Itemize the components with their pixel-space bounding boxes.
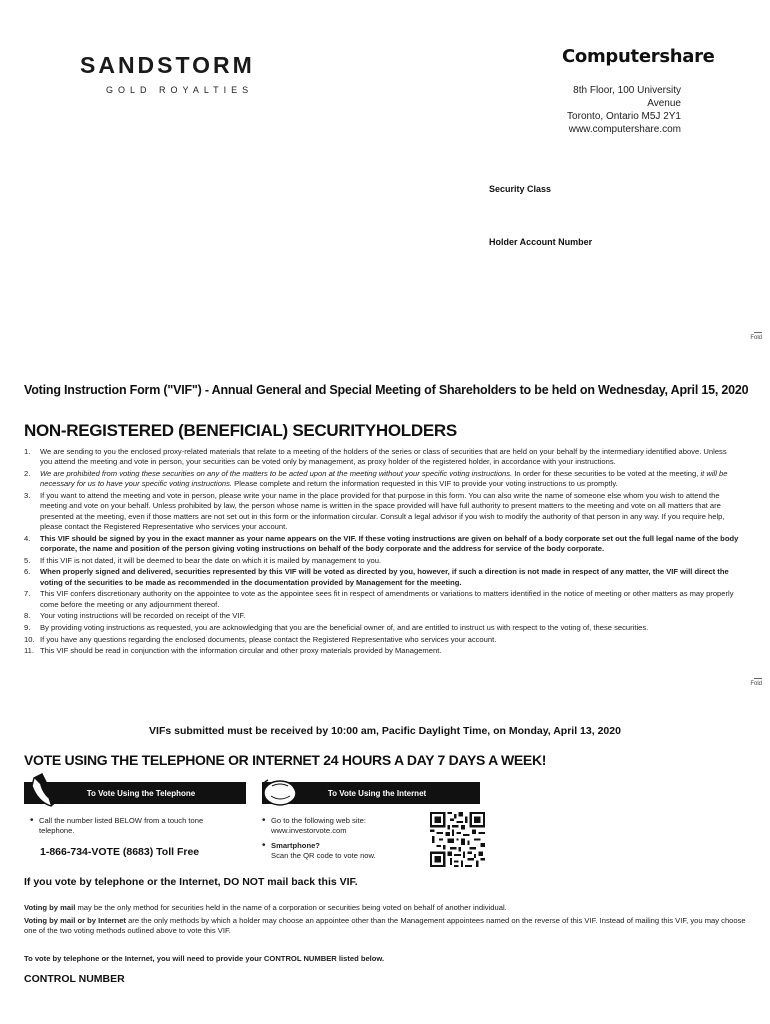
computershare-logo: Computershare (562, 46, 715, 67)
smartphone-instruction: • Smartphone? Scan the QR code to vote now. (262, 840, 376, 860)
phone-hand-icon (28, 772, 60, 810)
qr-code-icon[interactable] (430, 812, 485, 867)
holder-account-number-label: Holder Account Number (489, 237, 593, 247)
address-line-3: www.computershare.com (568, 124, 681, 135)
list-item: 10. If you have any questions regarding the enclosed documents, please contact the Registered Representative who services your account. (24, 634, 497, 644)
list-item: 9. By providing voting instructions as requested, you are acknowledging that you are the beneficial owner of, and are entitled to instruct us with respect to the voting of, these securities. (24, 623, 649, 632)
no-mail-notice: If you vote by telephone or the Internet, DO NOT mail back this VIF. (24, 876, 358, 888)
address-line-1: 8th Floor, 100 University Avenue (573, 85, 681, 109)
telephone-bar-label: To Vote Using the Telephone (86, 788, 196, 798)
list-item: 4. This VIF should be signed by you in the exact manner as your name appears on the VIF. If these voting instructions are given on behalf of a body corporate set out the full legal name of the body corporate, the name and position of the person giving voting instructions on behalf of the body corporate and the address for service of the body corporate. (24, 533, 739, 554)
internet-instruction: • Go to the following web site: www.investorvote.com (262, 815, 366, 835)
fold-mark-top (742, 332, 762, 341)
list-item: 7. This VIF confers discretionary authority on the appointee to vote as the appointee sees fit in respect of amendments or variations to matters identified in the notice of meeting or other matters as may properly come before the meeting or any adjournment thereof. (24, 589, 734, 609)
computershare-address (548, 84, 681, 136)
list-item: 11. This VIF should be read in conjunction with the information circular and other proxy materials provided by Management. (24, 646, 442, 656)
instructions-list (24, 447, 740, 658)
list-item: 1. We are sending to you the enclosed proxy-related materials that relate to a meeting of the holders of the series or class of securities that are held on your behalf by the intermediary identified above. Unless you attend the meeting and vote in person, your securities can be voted only by management, as proxy holder of the registered holder, in accordance with your instructions. (24, 447, 727, 467)
form-title: Voting Instruction Form ("VIF") - Annual General and Special Meeting of Shareholders to be held on Wednesday, April 15, 2020 (24, 383, 749, 397)
submission-deadline: VIFs submitted must be received by 10:00 am, Pacific Daylight Time, on Monday, April 13, 2020 (149, 725, 621, 737)
list-item: 5. If this VIF is not dated, it will be deemed to bear the date on which it is mailed by management to you. (24, 555, 382, 565)
control-number-note: To vote by telephone or the Internet, you will need to provide your CONTROL NUMBER listed below. (24, 954, 385, 963)
website-link[interactable]: www.investorvote.com (271, 826, 347, 835)
fold-label: Fold (750, 335, 762, 341)
telephone-instruction: • Call the number listed BELOW from a touch tone telephone. (30, 815, 204, 835)
fold-mark-bottom (742, 678, 762, 687)
mouse-hand-icon (258, 776, 300, 810)
appointee-note: Voting by mail or by Internet are the only methods by which a holder may choose an appointee other than the Management appointees named on the reverse of this VIF. Instead of mailing this VIF, you may choose one of the two voting methods outlined above to vote this VIF. (24, 916, 746, 936)
address-line-2: Toronto, Ontario M5J 2Y1 (567, 111, 681, 122)
telephone-number[interactable]: 1-866-734-VOTE (8683) Toll Free (40, 846, 200, 858)
control-number-label: CONTROL NUMBER (24, 973, 125, 985)
mail-voting-note: Voting by mail may be the only method for securities held in the name of a corporation or securities being voted on behalf of another individual. (24, 903, 507, 912)
list-item: 3. If you want to attend the meeting and vote in person, please write your name in the place provided for that purpose in this form. You can also write the name of someone else whom you wish to attend the meeting and vote on your behalf. Unless prohibited by law, the person whose name is written in the space provided will have full authority to present matters to the meeting and vote on all matters that are presented at the meeting, even if those matters are not set out in this form or the information circular. Consult a legal advisor if you wish to modify the authority of that person in any way. If you require help, please contact the Registered Representative who services your account. (24, 491, 725, 532)
list-item: 6. When properly signed and delivered, securities represented by this VIF will be voted as directed by you, however, if such a direction is not made in respect of any matter, the VIF will direct the voting of the securities to be made as recommended in the documentation provided by Management for the meeting. (24, 567, 729, 587)
sandstorm-logo-subtitle: GOLD ROYALTIES (106, 85, 254, 95)
list-item: 2. We are prohibited from voting these securities on any of the matters to be acted upon at the meeting without your specific voting instructions. In order for these securities to be voted at the meeting, it will be necessary for us to have your specific voting instructions. Please complete and return the information requested in this VIF to provide your voting instructions to us promptly. (24, 469, 728, 489)
section-title: NON-REGISTERED (BENEFICIAL) SECURITYHOLDERS (24, 421, 457, 440)
vote-heading: VOTE USING THE TELEPHONE OR INTERNET 24 HOURS A DAY 7 DAYS A WEEK! (24, 752, 547, 768)
internet-bar-label: To Vote Using the Internet (327, 788, 427, 798)
sandstorm-logo: SANDSTORM (80, 52, 255, 78)
security-class-label: Security Class (489, 184, 552, 194)
list-item: 8. Your voting instructions will be recorded on receipt of the VIF. (24, 611, 246, 621)
fold-label: Fold (750, 681, 762, 687)
